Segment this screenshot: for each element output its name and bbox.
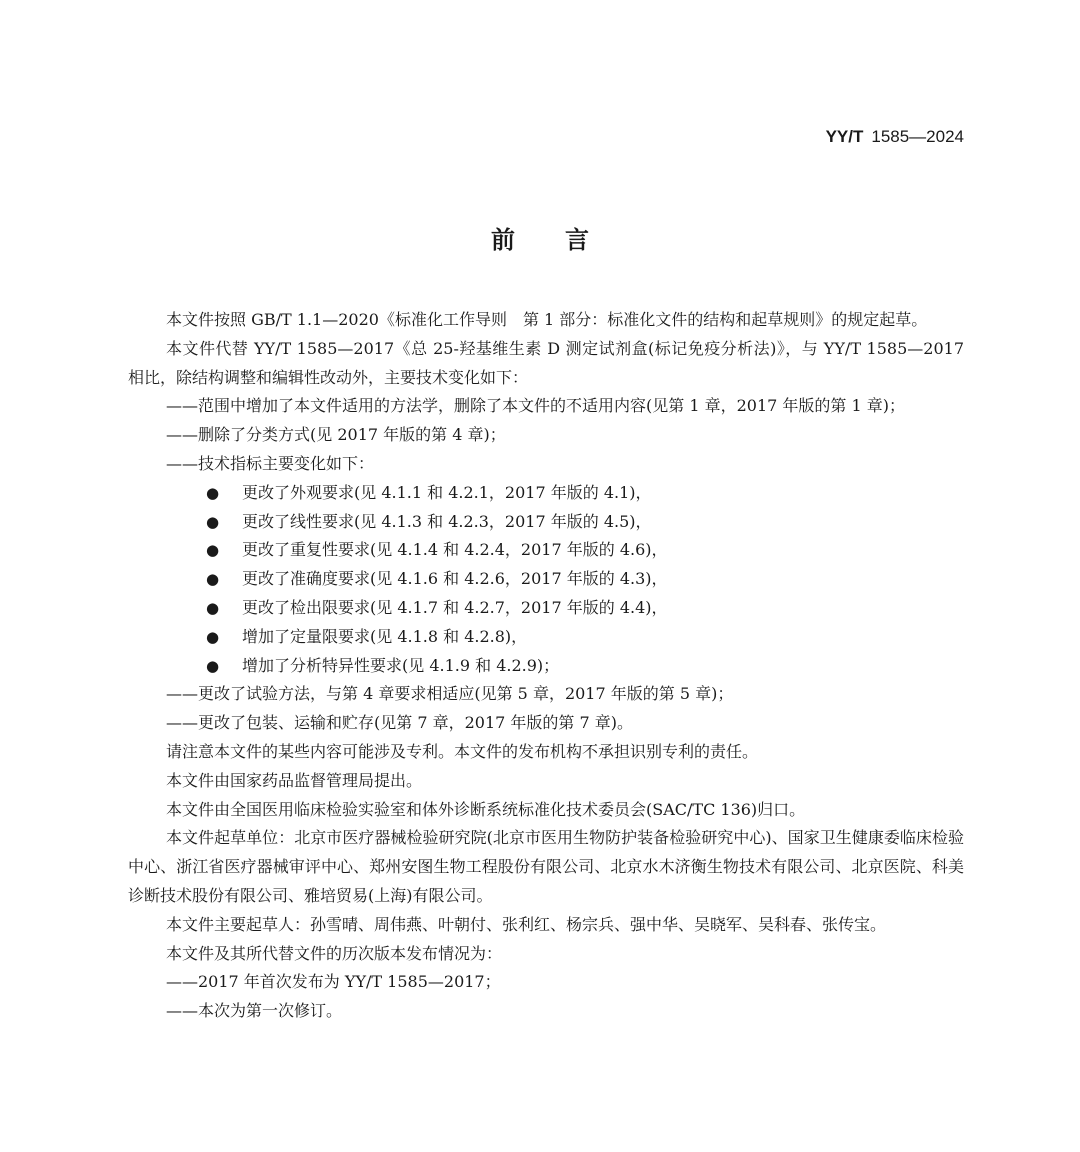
- change-item-packaging: ——更改了包装、运输和贮存(见第 7 章，2017 年版的第 7 章)。: [166, 713, 633, 733]
- bullet-dot-icon: ●: [206, 627, 220, 646]
- bullet-item: [128, 652, 964, 681]
- standard-series: YY/T: [825, 127, 864, 146]
- bullet-text: 增加了分析特异性要求(见 4.1.9 和 4.2.9)；: [242, 655, 560, 675]
- page-title: 前言: [491, 226, 639, 254]
- bullet-dot-icon: ●: [206, 483, 220, 502]
- bullet-text: 更改了检出限要求(见 4.1.7 和 4.2.7，2017 年版的 4.4)，: [242, 597, 668, 617]
- paragraph-history: 本文件及其所代替文件的历次版本发布情况为：: [166, 943, 503, 963]
- bullet-text: 增加了定量限要求(见 4.1.8 和 4.2.8)，: [242, 626, 528, 646]
- bullet-item: [128, 536, 964, 565]
- bullet-item: [128, 479, 964, 508]
- bullet-dot-icon: ●: [206, 541, 220, 560]
- paragraph-committee: 本文件由全国医用临床检验实验室和体外诊断系统标准化技术委员会(SAC/TC 136)归口。: [166, 799, 806, 819]
- bullet-dot-icon: ●: [206, 598, 220, 617]
- bullet-text: 更改了重复性要求(见 4.1.4 和 4.2.4，2017 年版的 4.6)，: [242, 540, 668, 560]
- bullet-dot-icon: ●: [206, 570, 220, 589]
- standard-number: 1585—2024: [871, 127, 964, 146]
- paragraph-patent-notice: 请注意本文件的某些内容可能涉及专利。本文件的发布机构不承担识别专利的责任。: [166, 741, 759, 761]
- bullet-item: [128, 565, 964, 594]
- bullet-text: 更改了线性要求(见 4.1.3 和 4.2.3，2017 年版的 4.5)，: [242, 511, 652, 531]
- history-item-revision: ——本次为第一次修订。: [166, 1001, 343, 1021]
- bullet-dot-icon: ●: [206, 656, 220, 675]
- change-item-technical: ——技术指标主要变化如下：: [166, 453, 375, 473]
- bullet-item: [128, 623, 964, 652]
- foreword-body: [128, 306, 964, 1026]
- change-item-classification: ——删除了分类方式(见 2017 年版的第 4 章)；: [166, 425, 506, 445]
- bullet-item: [128, 594, 964, 623]
- bullet-dot-icon: ●: [206, 512, 220, 531]
- document-number: [826, 127, 964, 147]
- bullet-text: 更改了准确度要求(见 4.1.6 和 4.2.6，2017 年版的 4.3)，: [242, 569, 668, 589]
- paragraph-drafters: 本文件主要起草人：孙雪晴、周伟燕、叶朝付、张利红、杨宗兵、强中华、吴晓军、吴科春、张传宝。: [166, 914, 887, 934]
- paragraph-drafting-units: 本文件起草单位：北京市医疗器械检验研究院(北京市医用生物防护装备检验研究中心)、国家卫生健康委临床检验中心、浙江省医疗器械审评中心、郑州安图生物工程股份有限公司、北京水木济衡生物技术有限公司、北京医院、科美诊断技术股份有限公司、雅培贸易(上海)有限公司。: [128, 828, 964, 905]
- bullet-text: 更改了外观要求(见 4.1.1 和 4.2.1，2017 年版的 4.1)，: [242, 482, 652, 502]
- paragraph-replacement: 本文件代替 YY/T 1585—2017《总 25-羟基维生素 D 测定试剂盒(标记免疫分析法)》，与 YY/T 1585—2017 相比，除结构调整和编辑性改动外，主要技术变化如下：: [128, 338, 964, 387]
- paragraph-basis: 本文件按照 GB/T 1.1—2020《标准化工作导则 第 1 部分：标准化文件的结构和起草规则》的规定起草。: [166, 310, 928, 329]
- change-item-test-methods: ——更改了试验方法，与第 4 章要求相适应(见第 5 章，2017 年版的第 5 章)；: [166, 684, 734, 704]
- change-item-scope: ——范围中增加了本文件适用的方法学，删除了本文件的不适用内容(见第 1 章，2017 年版的第 1 章)；: [166, 396, 905, 416]
- paragraph-proposer: 本文件由国家药品监督管理局提出。: [166, 770, 423, 790]
- bullet-item: [128, 508, 964, 537]
- history-item-first-release: ——2017 年首次发布为 YY/T 1585—2017；: [166, 972, 501, 992]
